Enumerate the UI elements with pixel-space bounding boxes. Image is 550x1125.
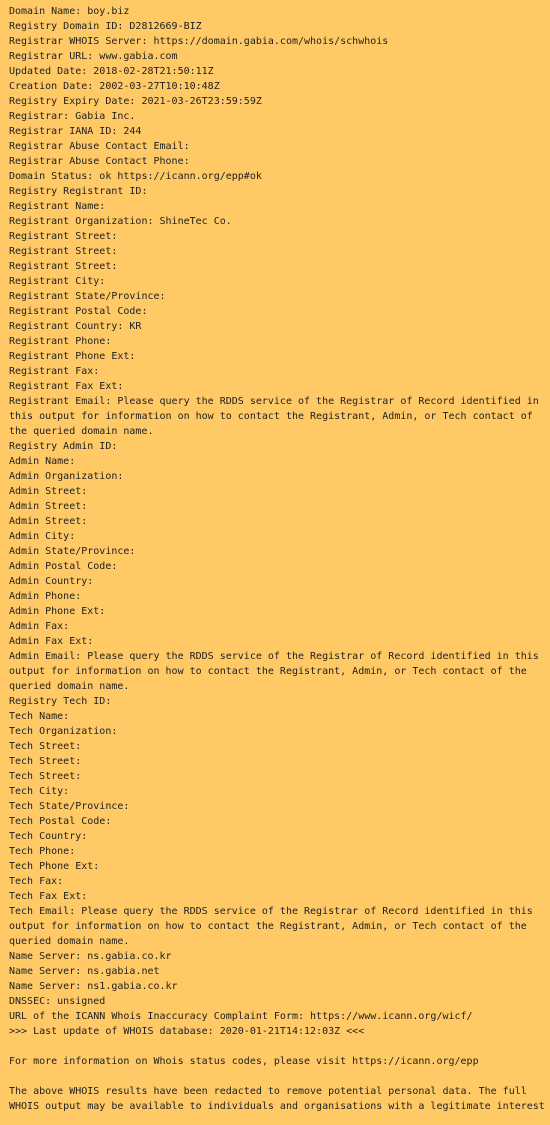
whois-line: Registry Expiry Date: 2021-03-26T23:59:59Z bbox=[9, 96, 262, 107]
whois-line: Tech Email: Please query the RDDS service of the Registrar of Record identified in this bbox=[9, 906, 533, 917]
whois-line: Registry Admin ID: bbox=[9, 441, 118, 452]
whois-line: Registrant Fax: bbox=[9, 366, 100, 377]
whois-line: Admin Street: bbox=[9, 501, 88, 512]
whois-line: Registrant Street: bbox=[9, 246, 118, 257]
whois-line: Tech Street: bbox=[9, 771, 82, 782]
whois-line: Registrant City: bbox=[9, 276, 106, 287]
whois-line: Admin Postal Code: bbox=[9, 561, 118, 572]
whois-line: Registrant State/Province: bbox=[9, 291, 166, 302]
whois-line bbox=[9, 1069, 544, 1084]
whois-line: Name Server: ns.gabia.co.kr bbox=[9, 951, 172, 962]
whois-line: Domain Name: boy.biz bbox=[9, 6, 130, 17]
whois-line: Tech Phone: bbox=[9, 846, 76, 857]
whois-line: Tech Postal Code: bbox=[9, 816, 112, 827]
whois-line: Registry Domain ID: D2812669-BIZ bbox=[9, 21, 202, 32]
whois-line: queried domain name. bbox=[9, 681, 130, 692]
whois-line: this output for information on how to contact the Registrant, Admin, or Tech contact of bbox=[9, 411, 533, 422]
whois-line: Registrant Street: bbox=[9, 261, 118, 272]
whois-line: Creation Date: 2002-03-27T10:10:48Z bbox=[9, 81, 220, 92]
whois-line: Tech City: bbox=[9, 786, 70, 797]
whois-line: Admin Street: bbox=[9, 516, 88, 527]
whois-line: Admin Fax Ext: bbox=[9, 636, 94, 647]
whois-line: Tech Name: bbox=[9, 711, 70, 722]
whois-line: Tech Fax: bbox=[9, 876, 64, 887]
whois-line: Registrant Country: KR bbox=[9, 321, 142, 332]
whois-line: Registrant Street: bbox=[9, 231, 118, 242]
whois-line bbox=[9, 1039, 544, 1054]
whois-line: Tech State/Province: bbox=[9, 801, 130, 812]
whois-line: Admin Phone: bbox=[9, 591, 82, 602]
whois-line: URL of the ICANN Whois Inaccuracy Complaint Form: https://www.icann.org/wicf/ bbox=[9, 1011, 473, 1022]
whois-line: Tech Phone Ext: bbox=[9, 861, 100, 872]
whois-line: Tech Country: bbox=[9, 831, 88, 842]
whois-line: Domain Status: ok https://icann.org/epp#ok bbox=[9, 171, 262, 182]
whois-line: Admin Phone Ext: bbox=[9, 606, 106, 617]
whois-line: Name Server: ns1.gabia.co.kr bbox=[9, 981, 178, 992]
whois-line: For more information on Whois status codes, please visit https://icann.org/epp bbox=[9, 1056, 479, 1067]
whois-line: Admin Country: bbox=[9, 576, 94, 587]
whois-line: Registry Registrant ID: bbox=[9, 186, 148, 197]
whois-line: Registrar Abuse Contact Phone: bbox=[9, 156, 190, 167]
whois-line: Registry Tech ID: bbox=[9, 696, 112, 707]
whois-line: output for information on how to contact the Registrant, Admin, or Tech contact of the bbox=[9, 666, 527, 677]
whois-line: DNSSEC: unsigned bbox=[9, 996, 106, 1007]
whois-line: Registrant Fax Ext: bbox=[9, 381, 124, 392]
whois-line: Registrant Postal Code: bbox=[9, 306, 148, 317]
whois-line: Tech Fax Ext: bbox=[9, 891, 88, 902]
whois-line: queried domain name. bbox=[9, 936, 130, 947]
whois-line: Registrant Phone Ext: bbox=[9, 351, 136, 362]
whois-line: Registrant Phone: bbox=[9, 336, 112, 347]
whois-line: Admin Email: Please query the RDDS service of the Registrar of Record identified in this bbox=[9, 651, 539, 662]
whois-line: Registrar IANA ID: 244 bbox=[9, 126, 142, 137]
whois-line: Tech Street: bbox=[9, 741, 82, 752]
whois-line: Tech Street: bbox=[9, 756, 82, 767]
whois-line: Tech Organization: bbox=[9, 726, 118, 737]
whois-line: Registrar Abuse Contact Email: bbox=[9, 141, 190, 152]
whois-line: WHOIS output may be available to individuals and organisations with a legitimate interest bbox=[9, 1101, 545, 1112]
whois-line: Admin Name: bbox=[9, 456, 76, 467]
whois-line: Admin Street: bbox=[9, 486, 88, 497]
whois-line: Admin City: bbox=[9, 531, 76, 542]
whois-line: Registrar URL: www.gabia.com bbox=[9, 51, 178, 62]
whois-line: Registrar WHOIS Server: https://domain.gabia.com/whois/schwhois bbox=[9, 36, 389, 47]
whois-line: Registrar: Gabia Inc. bbox=[9, 111, 136, 122]
whois-line: Registrant Name: bbox=[9, 201, 106, 212]
whois-line: The above WHOIS results have been redacted to remove potential personal data. The full bbox=[9, 1086, 527, 1097]
whois-line: Registrant Organization: ShineTec Co. bbox=[9, 216, 232, 227]
whois-line: Admin Organization: bbox=[9, 471, 124, 482]
whois-line: Admin State/Province: bbox=[9, 546, 136, 557]
whois-line: Admin Fax: bbox=[9, 621, 70, 632]
whois-line: Registrant Email: Please query the RDDS service of the Registrar of Record identified in bbox=[9, 396, 539, 407]
whois-line: the queried domain name. bbox=[9, 426, 154, 437]
whois-line: Name Server: ns.gabia.net bbox=[9, 966, 160, 977]
whois-line: >>> Last update of WHOIS database: 2020-01-21T14:12:03Z <<< bbox=[9, 1026, 365, 1037]
whois-line: Updated Date: 2018-02-28T21:50:11Z bbox=[9, 66, 214, 77]
whois-line: output for information on how to contact the Registrant, Admin, or Tech contact of the bbox=[9, 921, 527, 932]
